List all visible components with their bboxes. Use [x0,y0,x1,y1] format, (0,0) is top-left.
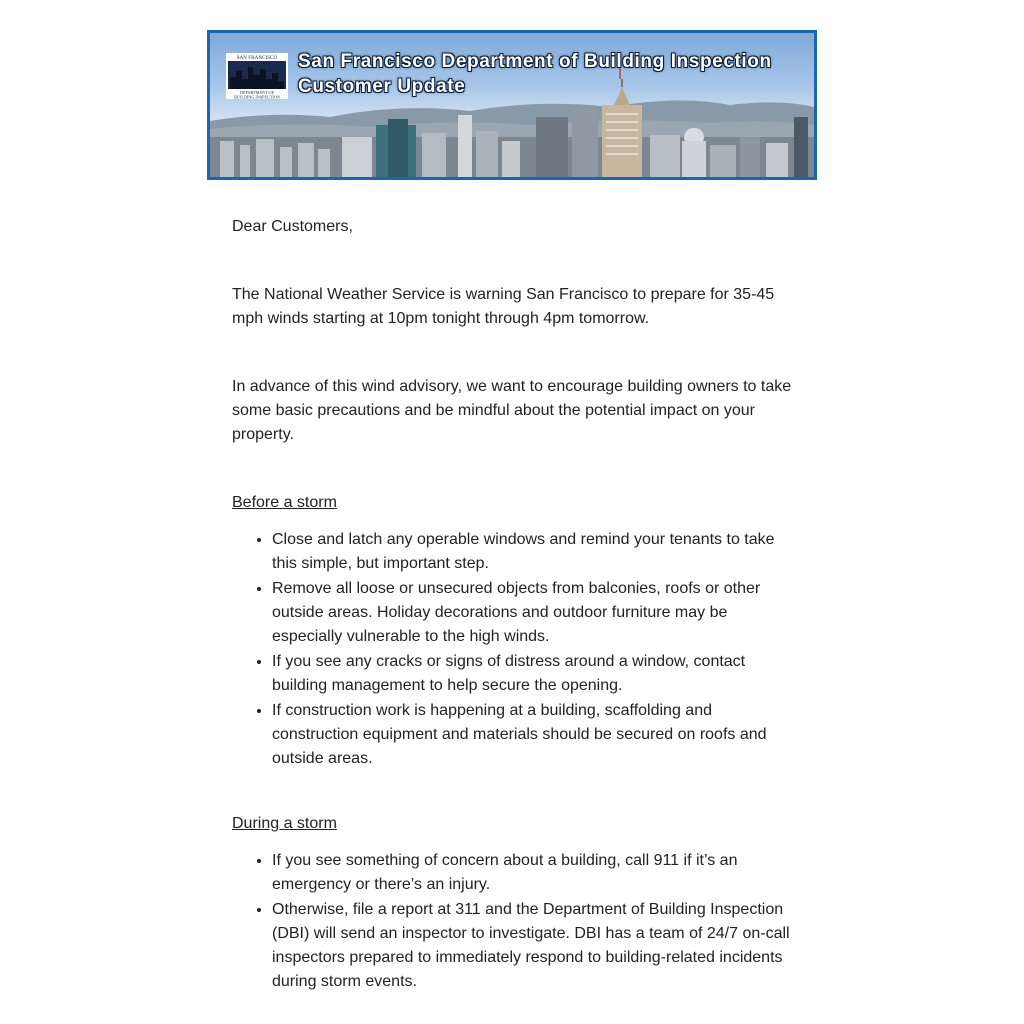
section-heading-during-storm: During a storm [232,815,337,832]
before-storm-list [232,528,794,771]
svg-text:SAN FRANCISCO: SAN FRANCISCO [236,55,278,61]
dbi-logo [226,53,288,99]
banner-title-line2: Customer Update [298,76,466,97]
svg-text:DEPARTMENT OF: DEPARTMENT OF [240,90,274,95]
list-item: • Otherwise, file a report at 311 and the Department of Building Inspection (DBI) will send an inspector to investigate. DBI has a team of 24/7 on-call inspectors prepared to immediately respond to building-related incidents during storm events. [272,898,794,994]
banner-title-line1: San Francisco Department of Building Inspection [298,51,772,72]
letter-body [232,215,794,1024]
list-item: • Remove all loose or unsecured objects from balconies, roofs or other outside areas. Holiday decorations and outdoor furniture may be especially vulnerable to the high winds. [272,577,794,649]
list-item: • If you see any cracks or signs of distress around a window, contact building management to help secure the opening. [272,650,794,698]
banner-title [298,49,772,99]
list-item: • Close and latch any operable windows and remind your tenants to take this simple, but important step. [272,528,794,576]
greeting: Dear Customers, [232,218,353,235]
header-banner [207,30,817,180]
during-storm-list [232,849,794,994]
svg-text:BUILDING INSPECTION: BUILDING INSPECTION [234,94,280,99]
paragraph-advisory: In advance of this wind advisory, we want to encourage building owners to take some basic precautions and be mindful about the potential impact on your property. [232,378,792,443]
list-item: • If you see something of concern about a building, call 911 if it’s an emergency or there’s an injury. [272,849,794,897]
paragraph-weather-warning: The National Weather Service is warning San Francisco to prepare for 35-45 mph winds starting at 10pm tonight through 4pm tomorrow. [232,286,775,327]
list-item: • If construction work is happening at a building, scaffolding and construction equipment and materials should be secured on roofs and outside areas. [272,699,794,771]
section-heading-before-storm: Before a storm [232,494,337,511]
